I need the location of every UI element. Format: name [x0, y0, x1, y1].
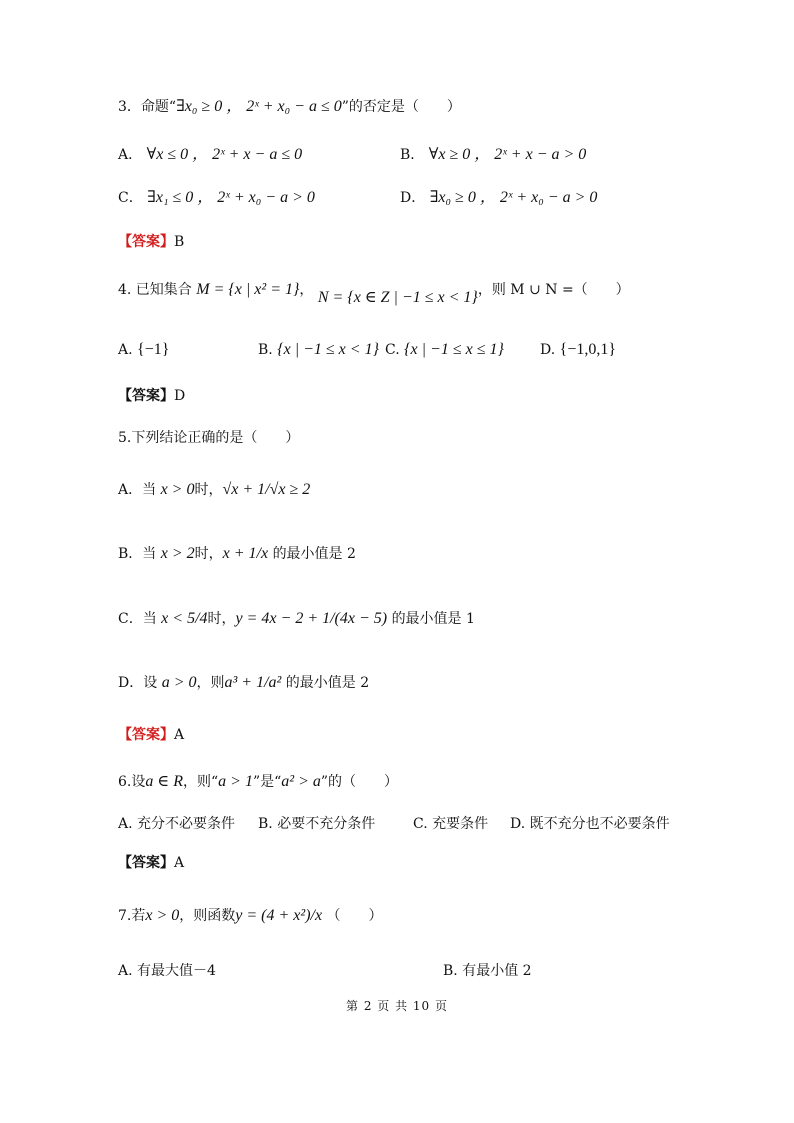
q3-answer-value: B [174, 234, 185, 250]
q6-option-c-text: C. 充要条件 [413, 816, 489, 832]
q5-option-d-label: D．设 [118, 675, 158, 691]
q7-option-b-text: B. 有最小值 2 [443, 963, 532, 979]
q4-prefix: 4. 已知集合 [118, 282, 192, 298]
q5-option-c-condition: x < 5/4 [161, 610, 208, 627]
q4-option-d [540, 340, 616, 360]
q3-option-b-math: ∀x ≥ 0 ， 2ˣ + x − a > 0 [428, 146, 587, 163]
q5-option-b-condition: x > 2 [160, 545, 195, 562]
q4-option-c-math: {x | −1 ≤ x ≤ 1} [404, 341, 504, 358]
q5-option-c [118, 609, 475, 629]
q7-mid: ，则函数 [179, 908, 236, 924]
q3-option-d-label: D． [400, 190, 426, 206]
q5-answer-value: A [174, 727, 185, 743]
q5-option-b [118, 544, 356, 564]
q4-ask: ，则 M ∪ N =（ ） [477, 282, 630, 298]
q4-option-a-math: {−1} [137, 341, 170, 358]
q3-option-c-label: C． [118, 190, 143, 206]
q4-answer [118, 386, 185, 406]
q7-function: y = (4 + x²)/x [235, 907, 323, 924]
q5-option-d [118, 673, 369, 693]
q4-option-d-math: {−1,0,1} [559, 341, 617, 358]
q6-mid-2: ”是“ [252, 774, 282, 790]
q3-answer-label: 【答案】 [118, 234, 174, 250]
q5-option-b-mid: 时， [194, 546, 223, 562]
q5-option-d-expression: a³ + 1/a² [224, 674, 282, 691]
q6-answer-value: A [174, 855, 185, 871]
q7-option-b [443, 961, 532, 981]
q5-stem-text: 5.下列结论正确的是（ ） [118, 430, 300, 446]
q5-option-d-condition: a > 0 [161, 674, 197, 691]
q3-option-a-math: ∀x ≤ 0 ， 2ˣ + x − a ≤ 0 [146, 146, 303, 163]
q3-option-c [118, 188, 315, 208]
q5-answer [118, 725, 184, 745]
q3-stem [118, 97, 461, 117]
q3-option-a [118, 145, 302, 165]
q4-set-n: N = {x ∈ Z | −1 ≤ x < 1} [317, 289, 478, 306]
q6-condition: a ∈ R [145, 773, 183, 790]
q6-option-b [258, 814, 375, 834]
q7-prefix: 7.若 [118, 908, 146, 924]
q3-stem-math: ∃x₀ ≥ 0 ， 2ˣ + x₀ − a ≤ 0 [176, 98, 342, 115]
q6-answer-label: 【答案】 [118, 855, 174, 871]
q6-suffix: ”的（ ） [320, 774, 399, 790]
q3-option-d-math: ∃x₀ ≥ 0 ， 2ˣ + x₀ − a > 0 [429, 189, 598, 206]
q4-option-b-math: {x | −1 ≤ x < 1} [277, 341, 379, 358]
q7-option-a-text: A. 有最大值－4 [118, 963, 216, 979]
q4-option-c-label: C. [385, 342, 400, 358]
q7-condition: x > 0 [145, 907, 180, 924]
q5-option-b-tail: 的最小值是 2 [272, 546, 356, 562]
q6-option-d-text: D. 既不充分也不必要条件 [510, 816, 670, 832]
q4-answer-label: 【答案】 [118, 388, 174, 404]
q6-option-c [413, 814, 488, 834]
q5-option-a [118, 480, 310, 500]
q3-prefix: 3．命题“ [118, 99, 177, 115]
q5-option-a-condition: x > 0 [160, 481, 195, 498]
q7-option-a [118, 961, 216, 981]
q4-option-c [385, 340, 504, 360]
q4-option-b-label: B. [258, 342, 273, 358]
q3-option-b [400, 145, 586, 165]
q3-option-a-label: A． [118, 147, 143, 163]
q3-option-c-math: ∃x₁ ≤ 0 ， 2ˣ + x₀ − a > 0 [147, 189, 315, 206]
q3-option-d [400, 188, 597, 208]
q6-q: a² > a [281, 773, 321, 790]
q3-suffix: ”的否定是（ ） [341, 99, 461, 115]
q6-stem [118, 772, 398, 792]
q5-option-c-mid: 时， [207, 611, 236, 627]
q4-option-a-label: A. [118, 342, 133, 358]
q5-option-a-label: A．当 [118, 482, 157, 498]
q6-option-d [510, 814, 670, 834]
q6-option-b-text: B. 必要不充分条件 [258, 816, 376, 832]
q5-option-c-label: C．当 [118, 611, 157, 627]
page-footer: 第 2 页 共 10 页 [346, 999, 448, 1013]
q4-stem [118, 280, 630, 306]
q4-separator: ， [299, 282, 314, 298]
q6-p: a > 1 [218, 773, 253, 790]
q5-option-d-mid: ，则 [196, 675, 225, 691]
q5-option-b-label: B．当 [118, 546, 157, 562]
q6-prefix: 6.设 [118, 774, 146, 790]
q7-stem [118, 906, 383, 926]
q5-stem [118, 428, 299, 448]
q5-answer-label: 【答案】 [118, 727, 174, 743]
q4-option-d-label: D. [540, 342, 556, 358]
q5-option-a-expression: √x + 1/√x ≥ 2 [222, 481, 311, 498]
q4-option-a [118, 340, 169, 360]
q6-option-a [118, 814, 235, 834]
q6-answer [118, 853, 184, 873]
q4-set-m: M = {x | x² = 1} [196, 281, 300, 298]
q5-option-b-expression: x + 1/x [222, 545, 269, 562]
q3-option-b-label: B． [400, 147, 425, 163]
q5-option-c-tail: 的最小值是 1 [391, 611, 475, 627]
q6-mid-1: ，则“ [182, 774, 219, 790]
q5-option-a-mid: 时， [194, 482, 223, 498]
q5-option-d-tail: 的最小值是 2 [285, 675, 370, 691]
q7-suffix: （ ） [326, 908, 383, 924]
q5-option-c-expression: y = 4x − 2 + 1/(4x − 5) [235, 610, 388, 627]
q3-answer [118, 232, 184, 252]
q6-option-a-text: A. 充分不必要条件 [118, 816, 236, 832]
q4-option-b [258, 340, 379, 360]
q4-answer-value: D [174, 388, 186, 404]
